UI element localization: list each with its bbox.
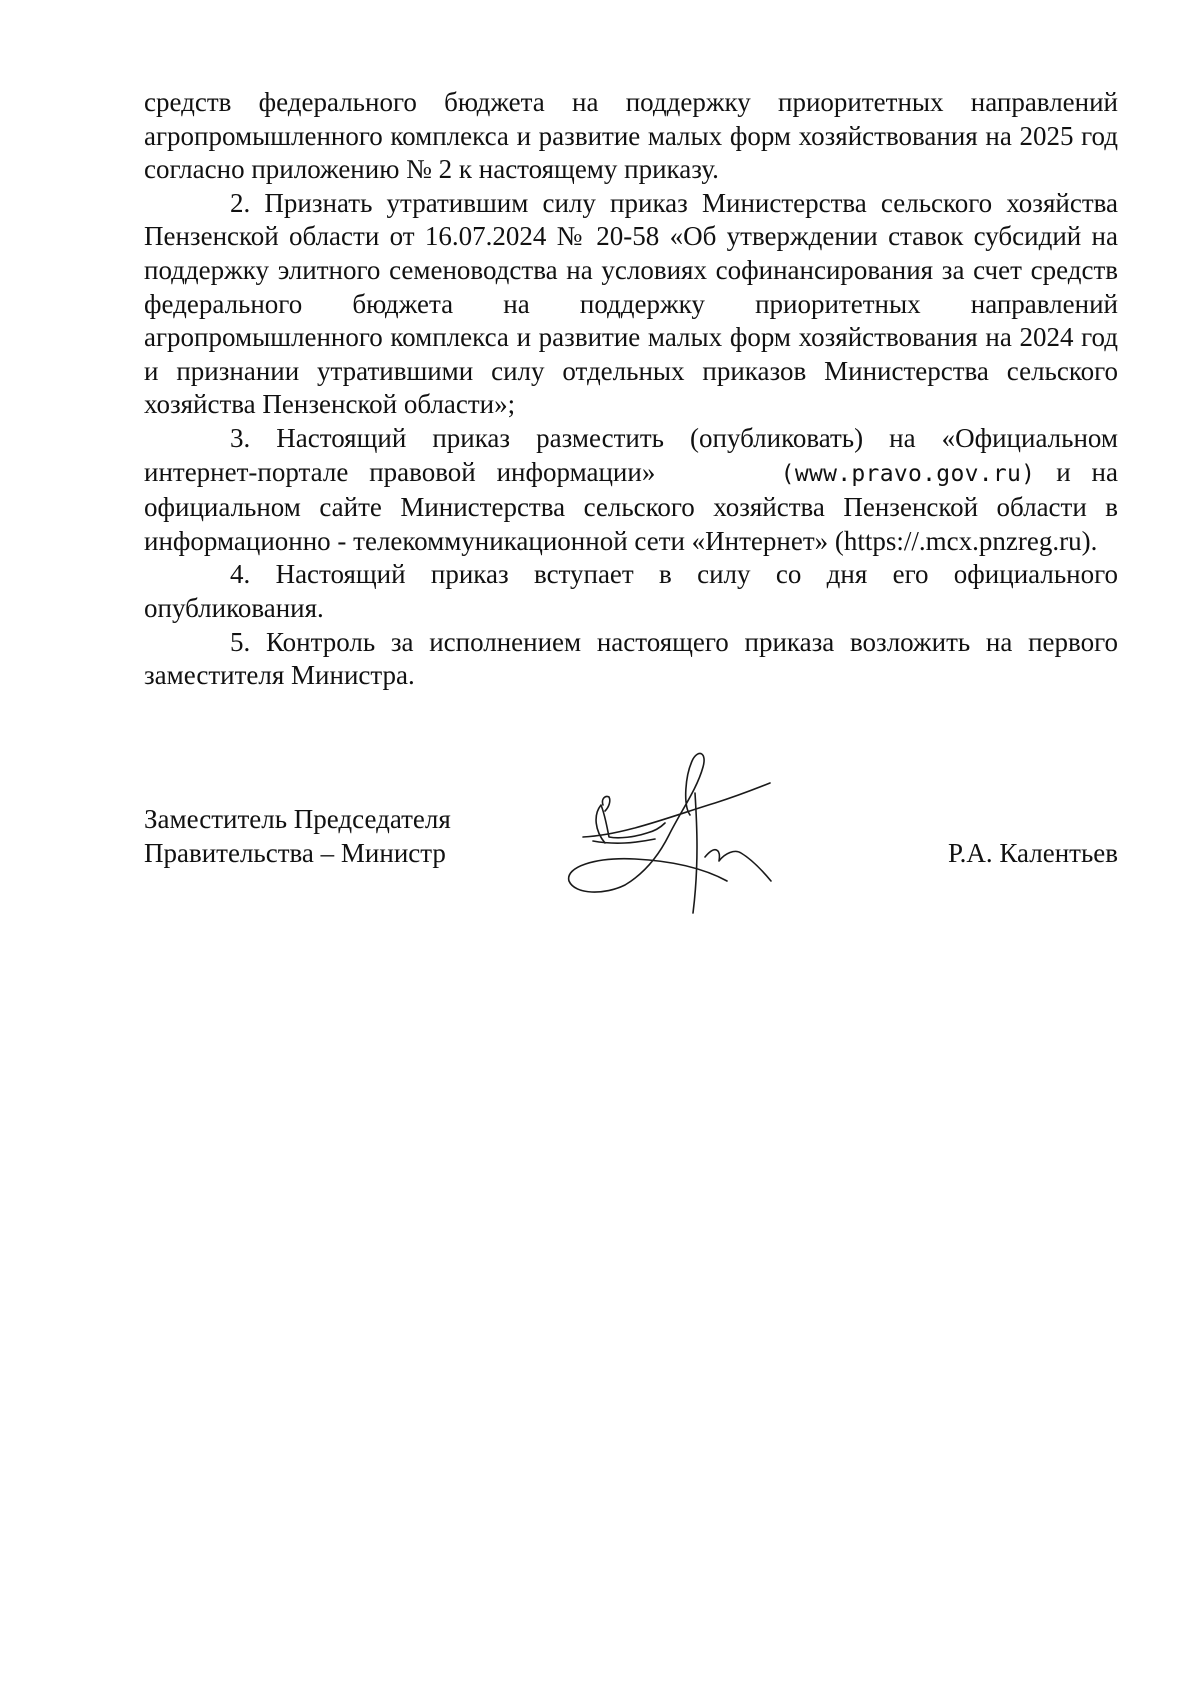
signatory-position — [144, 803, 451, 870]
paragraph-3-before-url: 3. Настоящий приказ разместить (опубликовать) на «Официальном интернет-портале правовой информации» — [144, 422, 1118, 487]
paragraph-4: 4. Настоящий приказ вступает в силу со дня его официального опубликования. — [144, 559, 1118, 623]
paragraph-2: 2. Признать утратившим силу приказ Министерства сельского хозяйства Пензенской области от 16.07.2024 № 20-58 «Об утверждении ставок субсидий на поддержку элитного семеноводства на условиях софинансирования за счет средств федерального бюджета на поддержку приоритетных направлений агропромышленного комплекса и развитие малых форм хозяйствования на 2024 год и признании утратившими силу отдельных приказов Министерства сельского хозяйства Пензенской области»; — [144, 187, 1118, 420]
signatory-name: Р.А. Калентьев — [947, 838, 1118, 868]
position-line-1: Заместитель Председателя — [144, 804, 451, 834]
document-body — [144, 86, 1118, 693]
signature-downstroke — [693, 793, 697, 913]
signature-main-loop — [569, 753, 727, 892]
paragraph-5: 5. Контроль за исполнением настоящего приказа возложить на первого заместителя Министра. — [144, 626, 1118, 691]
signature-flourish-stroke — [596, 805, 665, 843]
paragraph-3-after-url: и на официальном сайте Министерства сельского хозяйства Пензенской области в информационно - телекоммуникационной сети «Интернет» (https://.mcx.pnzreg.ru). — [144, 456, 1118, 556]
paragraph-intro: средств федерального бюджета на поддержку приоритетных направлений агропромышленного комплекса и развитие малых форм хозяйствования на 2025 год согласно приложению № 2 к настоящему приказу. — [144, 87, 1118, 185]
signature-tail-stroke — [705, 850, 771, 881]
paragraph-3 — [144, 422, 1118, 558]
position-line-2: Правительства – Министр — [144, 837, 446, 868]
pravo-url: (www.pravo.gov.ru) — [780, 460, 1036, 487]
handwritten-signature-icon — [565, 745, 825, 925]
signature-loop-stroke — [583, 783, 770, 837]
signature-top-stroke — [602, 796, 609, 811]
